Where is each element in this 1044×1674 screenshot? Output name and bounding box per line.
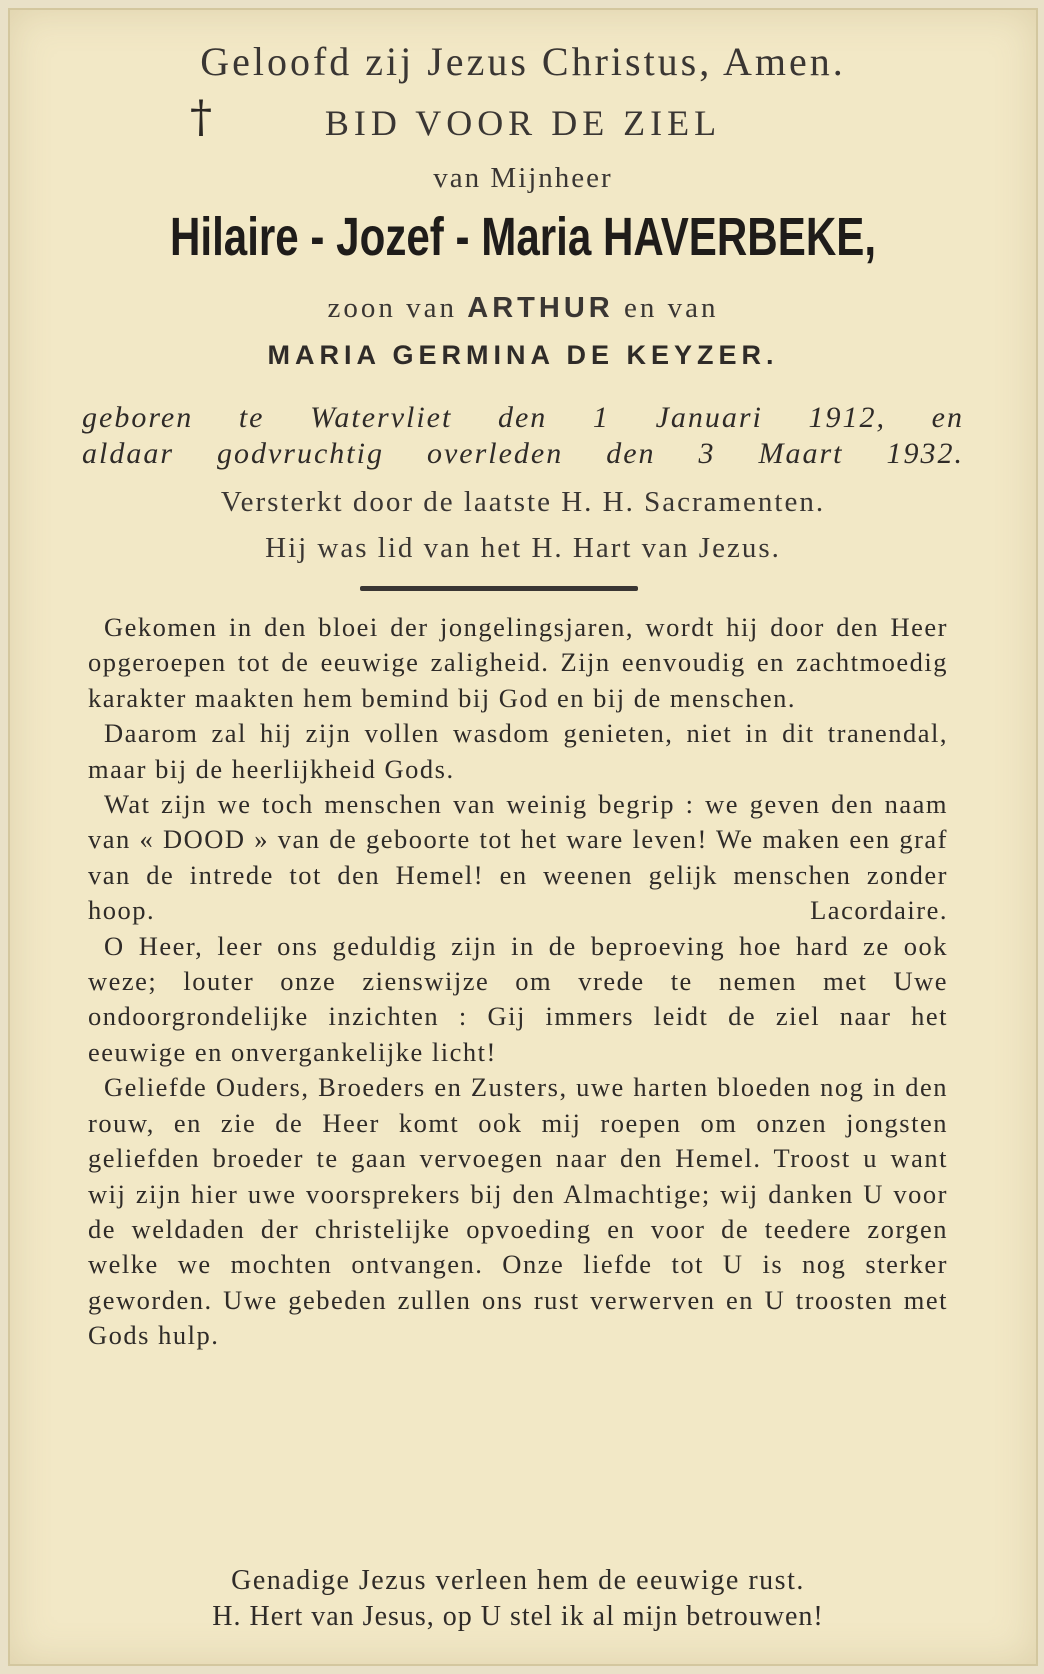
sacraments-line: Versterkt door de laatste H. H. Sacramenten. [220,486,826,518]
divider [360,586,638,591]
paragraph-2: Daarom zal hij zijn vollen wasdom genieten, niet in dit tranendal, maar bij de heerlijkheid Gods. [88,718,948,784]
quote-author: Lacordaire. [810,895,948,926]
mother-name: MARIA GERMINA DE KEYZER. [267,340,779,370]
body-text [88,610,948,1354]
closing-line-1: Genadige Jezus verleen hem de eeuwige rust. [231,1565,805,1596]
parents-prefix: zoon van [327,292,458,324]
closing-line-2: H. Hert van Jesus, op U stel ik al mijn betrouwen! [212,1601,824,1632]
paragraph-3 [88,787,948,929]
memorial-card [8,8,1038,1666]
opening-prayer: Geloofd zij Jezus Christus, Amen. [200,39,846,84]
cross-icon: † [190,92,212,143]
parents-mid: en van [623,292,719,324]
paragraph-1: Gekomen in den bloei der jongelingsjaren, wordt hij door den Heer opgeroepen tot de eeuwige zaligheid. Zijn eenvoudig en zachtmoedig karakter maakten hem bemind bij God en bij de menschen. [88,612,948,713]
paragraph-4: O Heer, leer ons geduldig zijn in de beproeving hoe hard ze ook weze; louter onze zienswijze om vrede te nemen met Uwe ondoorgrondelijke inzichten : Gij immers leidt de ziel naar het eeuwige en onvergankelijke licht! [88,930,948,1067]
death-line: aldaar godvruchtig overleden den 3 Maart 1932. [82,437,964,470]
deceased-name: Hilaire - Jozef - Maria HAVERBEKE, [169,207,877,267]
paragraph-3-text: Wat zijn we toch menschen van weinig begrip : we geven den naam van « DOOD » van de geboorte tot het ware leven! We maken een graf van de intrede tot den Hemel! en weenen gelijk menschen zonder hoop. [88,789,948,926]
paragraph-5: Geliefde Ouders, Broeders en Zusters, uwe harten bloeden nog in den rouw, en zie de Heer komt ook mij roepen om onzen jongsten geliefden broeder te gaan vervoegen naar den Hemel. Troost u want wij zijn hier uwe voorsprekers bij den Almachtige; wij danken U voor de weldaden der christelijke opvoeding en voor de teedere zorgen welke we mochten ontvangen. Onze liefde tot U is nog sterker geworden. Uwe gebeden zullen ons rust verwerven en U troosten met Gods hulp. [88,1072,948,1351]
honorific: van Mijnheer [433,162,613,194]
membership-line: Hij was lid van het H. Hart van Jezus. [265,532,781,564]
father-name: ARTHUR [467,292,614,324]
closing-prayers [88,1563,948,1635]
birth-death-info [82,400,964,472]
pray-for-soul-heading: BID VOOR DE ZIEL [324,103,722,143]
parents-line [10,292,1036,325]
birth-line: geboren te Watervliet den 1 Januari 1912, en [82,401,964,434]
